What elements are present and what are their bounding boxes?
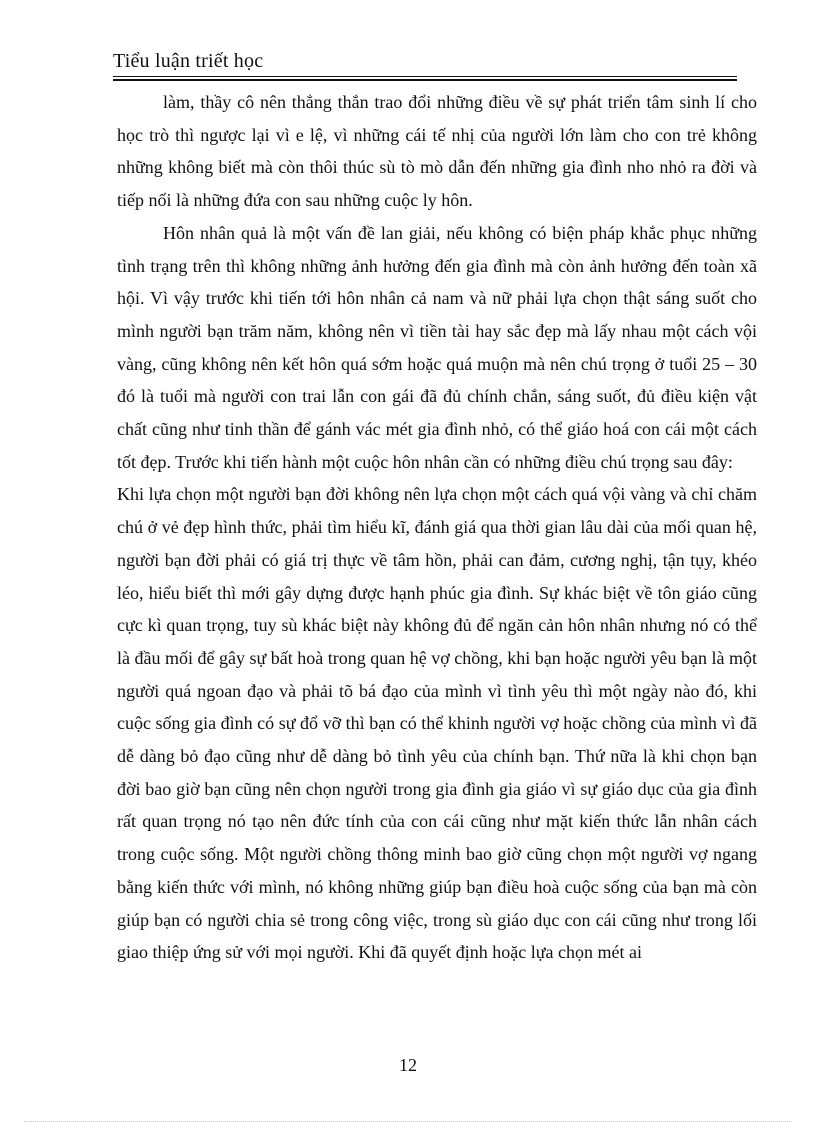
page-bottom-divider (24, 1121, 792, 1122)
body-text (117, 86, 757, 969)
page-header (113, 48, 737, 81)
paragraph-continued: làm, thầy cô nên thẳng thắn trao đổi những điều về sự phát triển tâm sinh lí cho học trò thì ngược lại vì e lệ, vì những cái tế nhị của người lớn làm cho con trẻ không những không biết mà còn thôi thúc sù tò mò dẫn đến những gia đình nho nhỏ ra đời và tiếp nối là những đứa con sau những cuộc ly hôn. (117, 92, 757, 211)
page-number: 12 (399, 1055, 417, 1075)
paragraph-marriage-issue: Hôn nhân quả là một vấn đề lan giải, nếu không có biện pháp khắc phục những tình trạng trên thì không những ảnh hưởng đến gia đình mà còn ảnh hưởng đến toàn xã hội. Vì vậy trước khi tiến tới hôn nhân cả nam và nữ phải lựa chọn thật sáng suốt cho mình người bạn trăm năm, không nên vì tiền tài hay sắc đẹp mà lấy nhau một cách vội vàng, cũng không nên kết hôn quá sớm hoặc quá muộn mà nên chú trọng ở tuổi 25 – 30 đó là tuổi mà người con trai lẫn con gái đã đủ chính chắn, sáng suốt, đủ điều kiện vật chất cũng như tinh thần để gánh vác mét gia đình nhỏ, có thể giáo hoá con cái một cách tốt đẹp. Trước khi tiến hành một cuộc hôn nhân cần có những điều chú trọng sau đây: (117, 222, 757, 472)
paragraph-choosing-partner: Khi lựa chọn một người bạn đời không nên lựa chọn một cách quá vội vàng và chỉ chăm chú ở vẻ đẹp hình thức, phải tìm hiểu kĩ, đánh giá qua thời gian lâu dài của mối quan hệ, người bạn đời phải có giá trị thực về tâm hồn, phải can đảm, cương nghị, tận tụy, khéo léo, hiểu biết thì mới gây dựng được hạnh phúc gia đình. Sự khác biệt về tôn giáo cũng cực kì quan trọng, tuy sù khác biệt này không đủ để ngăn cản hôn nhân nhưng nó có thể là đầu mối để gây sự bất hoà trong quan hệ vợ chồng, khi bạn hoặc người yêu bạn là một người quá ngoan đạo và phải tõ bá đạo của mình vì tình yêu thì một ngày nào đó, khi cuộc sống gia đình có sự đổ vỡ thì bạn có thể khinh người vợ hoặc chồng của mình vì đã dễ dàng bỏ đạo cũng như dễ dàng bỏ tình yêu của chính bạn. Thứ nữa là khi chọn bạn đời bao giờ bạn cũng nên chọn người trong gia đình gia giáo vì sự giáo dục của gia đình rất quan trọng nó tạo nên đức tính của con cái cũng như mặt kiến thức lẫn nhân cách trong cuộc sống. Một người chồng thông minh bao giờ cũng chọn một người vợ ngang bằng kiến thức với mình, nó không những giúp bạn điều hoà cuộc sống của bạn mà còn giúp bạn có người chia sẻ trong công việc, trong sù giáo dục con cái cũng như trong lối giao thiệp ứng sử với mọi người. Khi đã quyết định hoặc lựa chọn mét ai (117, 484, 757, 963)
header-double-rule (113, 76, 737, 81)
document-title: Tiểu luận triết học (113, 50, 264, 72)
